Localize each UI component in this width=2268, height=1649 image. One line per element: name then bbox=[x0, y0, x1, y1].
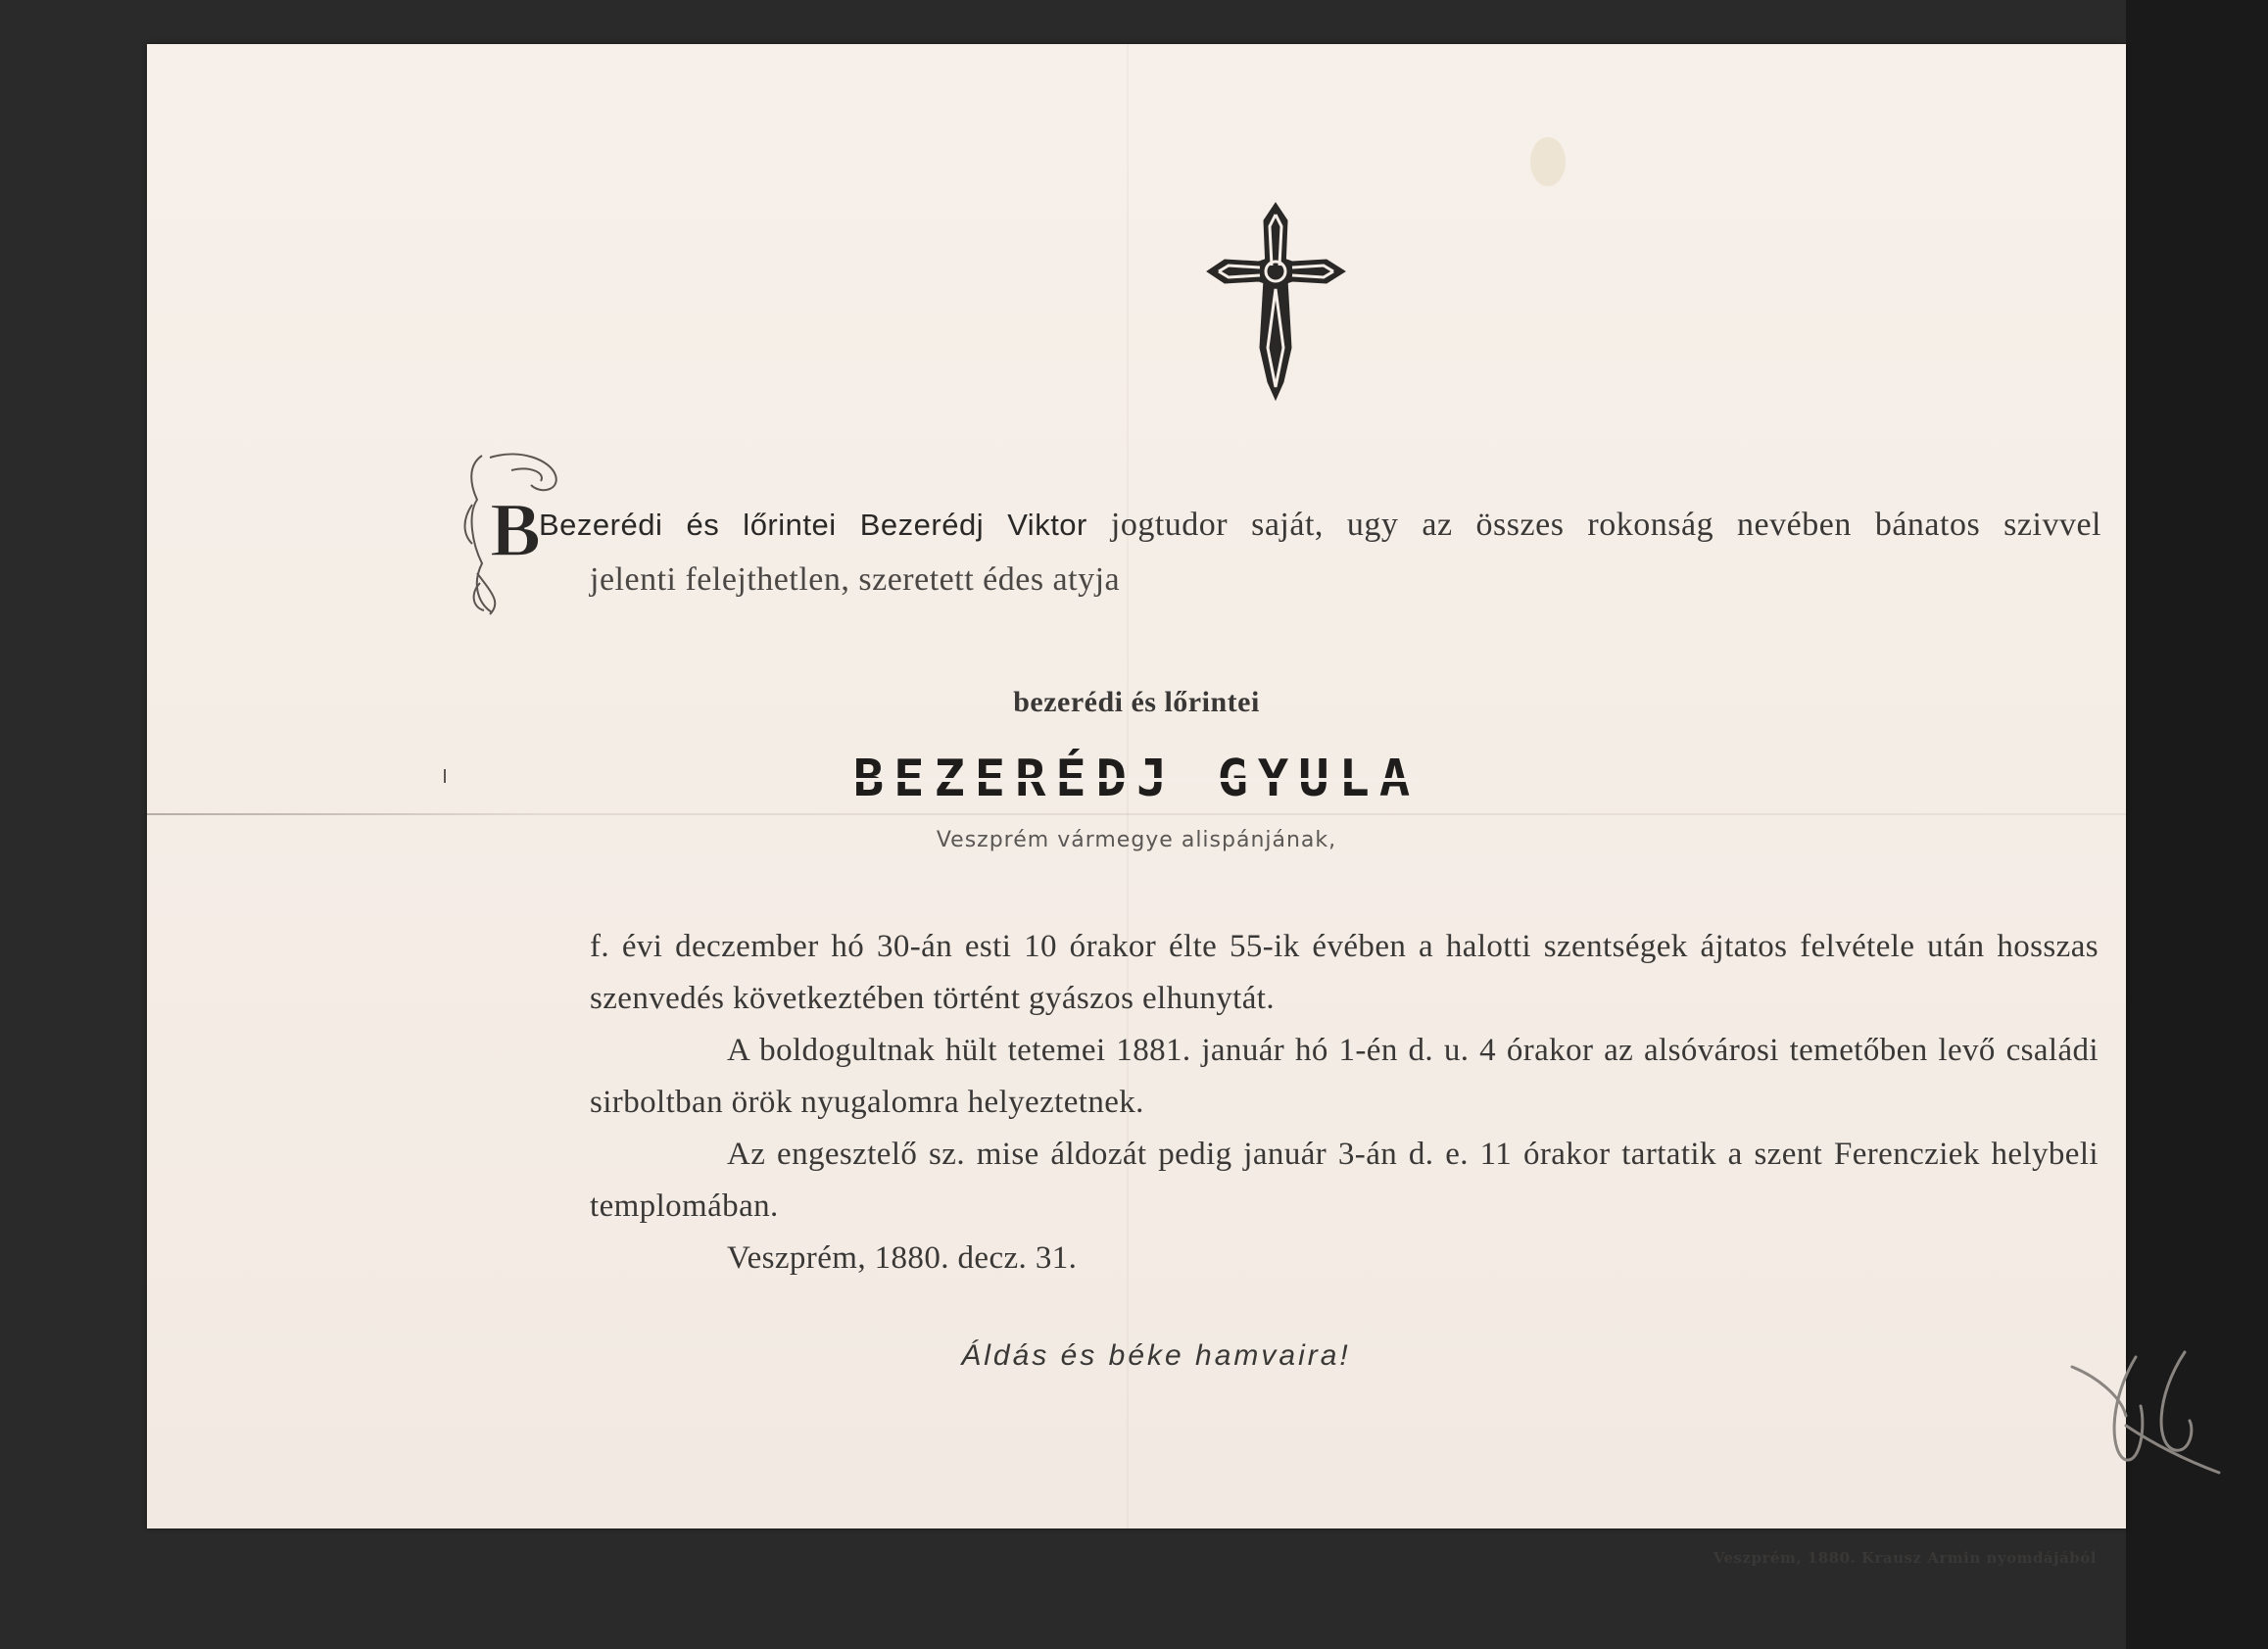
date-line: Veszprém, 1880. decz. 31. bbox=[727, 1240, 1078, 1276]
deceased-name-text: BEZERÉDJ GYULA bbox=[852, 750, 1421, 808]
paper-smudge bbox=[1519, 127, 1577, 196]
body-paragraph-3: Az engesztelő sz. mise áldozát pedig január 3-án d. e. 11 órakor tartatik a szent Ferencziek helybeli templomában. bbox=[590, 1137, 2099, 1224]
deceased-office: Veszprém vármegye alispánjának, bbox=[936, 828, 1337, 852]
cross-icon bbox=[1205, 201, 1347, 402]
printer-imprint: Veszprém, 1880. Krausz Armin nyomdájából bbox=[1713, 1549, 2097, 1567]
svg-text:B: B bbox=[490, 487, 542, 572]
body-paragraph-1: f. évi deczember hó 30-án esti 10 órakor élte 55-ik évében a halotti szentségek ájtatos felvétele után hosszas szenvedés következtében történt gyászos elhunytát. bbox=[590, 929, 2099, 1016]
closing-blessing: Áldás és béke hamvaira! bbox=[961, 1339, 1351, 1372]
announcer-line-1-rest: jogtudor saját, ugy az összes rokonság nevében bánatos szivvel bbox=[1110, 507, 2101, 543]
small-ink-mark bbox=[441, 769, 449, 783]
deceased-subtitle: bezerédi és lőrintei bbox=[1013, 686, 1260, 718]
handwritten-signature bbox=[2067, 1347, 2224, 1475]
announcer-line-2: jelenti felejthetlen, szeretett édes atyja bbox=[590, 561, 1121, 598]
announcer-name: Bezerédi és lőrintei Bezerédj Viktor bbox=[539, 508, 1087, 542]
fold-line-horizontal bbox=[147, 813, 2126, 815]
notice-body bbox=[590, 921, 2099, 1285]
death-notice-paper bbox=[147, 44, 2126, 1567]
announcer-line-1 bbox=[539, 507, 2101, 544]
body-paragraph-2: A boldogultnak hült tetemei 1881. január hó 1-én d. u. 4 órakor az alsóvárosi temetőben levő családi sirboltban örök nyugalomra helyeztetnek. bbox=[590, 1033, 2099, 1120]
